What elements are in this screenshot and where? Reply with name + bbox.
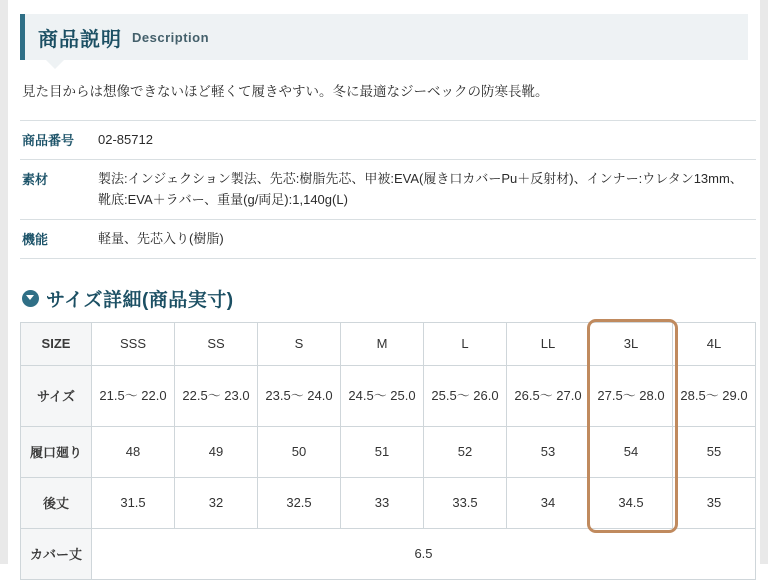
triangle-down-icon: [22, 290, 39, 307]
spec-value-product-number: 02-85712: [98, 132, 153, 148]
cell-size-ss: 22.5〜 23.0: [175, 365, 258, 426]
column-header-size: SIZE: [21, 322, 92, 365]
cell-back-l: 33.5: [424, 477, 507, 528]
column-header-s: S: [258, 322, 341, 365]
column-header-m: M: [341, 322, 424, 365]
description-title-en: Description: [132, 29, 210, 45]
size-table-wrapper: [20, 322, 756, 580]
table-row: [20, 121, 756, 160]
table-row-size: [21, 365, 756, 426]
cell-size-sss: 21.5〜 22.0: [92, 365, 175, 426]
table-row-opening: [21, 426, 756, 477]
cell-size-4l: 28.5〜 29.0: [673, 365, 756, 426]
cell-back-4l: 35: [673, 477, 756, 528]
column-header-sss: SSS: [92, 322, 175, 365]
table-row: [20, 160, 756, 219]
cell-opening-l: 52: [424, 426, 507, 477]
cell-back-m: 33: [341, 477, 424, 528]
table-row-back-height: [21, 477, 756, 528]
cell-size-3l: 27.5〜 28.0: [590, 365, 673, 426]
row-header-back-height: 後丈: [21, 477, 92, 528]
specification-table: [20, 120, 756, 259]
cell-cover-length-all: 6.5: [92, 528, 756, 579]
column-header-3l: 3L: [590, 322, 673, 365]
cell-size-l: 25.5〜 26.0: [424, 365, 507, 426]
table-row-cover-length: [21, 528, 756, 579]
cell-back-ll: 34: [507, 477, 590, 528]
left-margin-rail: [0, 0, 8, 564]
row-header-opening: 履口廻り: [21, 426, 92, 477]
table-header-row: [21, 322, 756, 365]
cell-back-ss: 32: [175, 477, 258, 528]
cell-opening-s: 50: [258, 426, 341, 477]
cell-back-3l: 34.5: [590, 477, 673, 528]
column-header-4l: 4L: [673, 322, 756, 365]
spec-value-function: 軽量、先芯入り(樹脂): [98, 230, 224, 246]
column-header-ll: LL: [507, 322, 590, 365]
row-header-cover-length: カバー丈: [21, 528, 92, 579]
page-content: [8, 0, 760, 564]
right-margin-rail: [760, 0, 768, 564]
description-lead-text: 見た目からは想像できないほど軽くて履きやすい。冬に最適なジーベックの防寒長靴。: [22, 84, 549, 99]
cell-back-s: 32.5: [258, 477, 341, 528]
size-section-heading: [22, 285, 748, 312]
spec-label-material: 素材: [22, 172, 49, 188]
cell-size-m: 24.5〜 25.0: [341, 365, 424, 426]
cell-opening-ll: 53: [507, 426, 590, 477]
column-header-ss: SS: [175, 322, 258, 365]
header-notch: [46, 60, 64, 69]
cell-back-sss: 31.5: [92, 477, 175, 528]
description-title-jp: 商品説明: [38, 28, 122, 51]
cell-opening-3l: 54: [590, 426, 673, 477]
spec-label-product-number: 商品番号: [22, 133, 75, 149]
size-detail-table: [20, 322, 756, 580]
spec-label-function: 機能: [22, 231, 49, 247]
table-row: [20, 219, 756, 258]
cell-opening-ss: 49: [175, 426, 258, 477]
row-header-size: サイズ: [21, 365, 92, 426]
cell-opening-sss: 48: [92, 426, 175, 477]
header-accent-bar: [20, 14, 25, 60]
cell-size-ll: 26.5〜 27.0: [507, 365, 590, 426]
size-section-title: サイズ詳細(商品実寸): [46, 289, 234, 311]
column-header-l: L: [424, 322, 507, 365]
cell-opening-4l: 55: [673, 426, 756, 477]
spec-value-material: 製法:インジェクション製法、先芯:樹脂先芯、甲被:EVA(履き口カバーPu＋反射材)、インナー:ウレタン13mm、靴底:EVA＋ラバー、重量(g/両足):1,140g(L): [98, 171, 743, 207]
cell-size-s: 23.5〜 24.0: [258, 365, 341, 426]
description-header: [20, 14, 748, 60]
cell-opening-m: 51: [341, 426, 424, 477]
